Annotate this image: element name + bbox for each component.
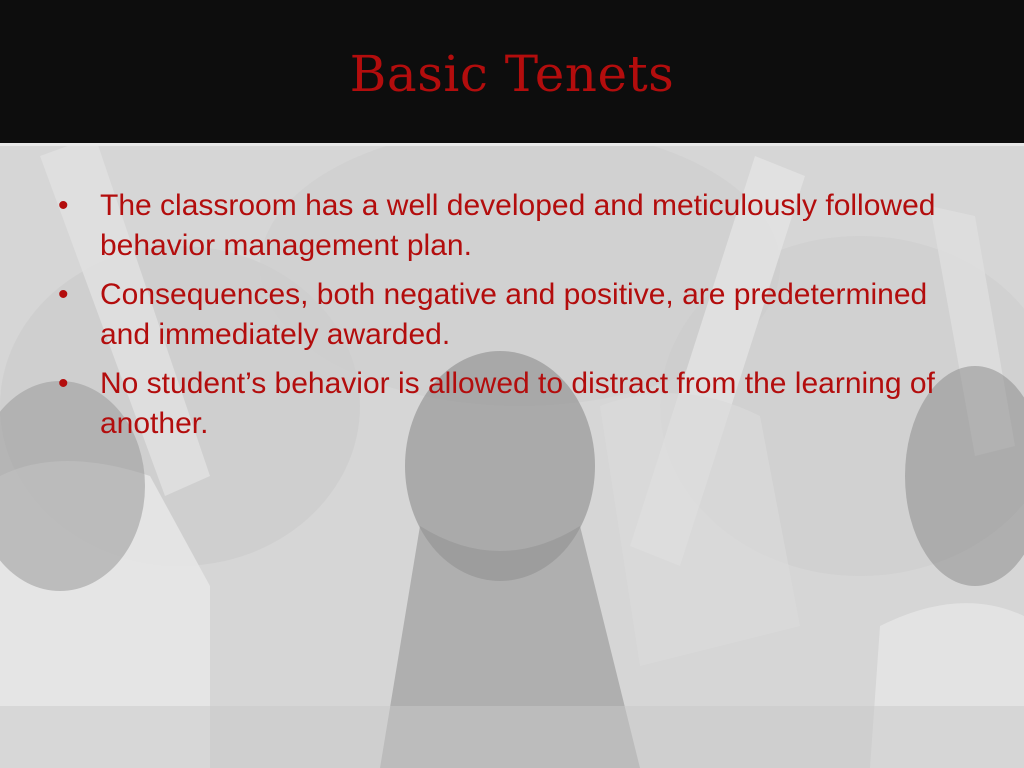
bullet-text: Consequences, both negative and positive, are predetermined and immediately awarded. [100, 278, 928, 351]
bullet-item [58, 186, 938, 266]
bullet-list [58, 186, 938, 444]
title-bar [0, 0, 1024, 143]
bullet-item [58, 275, 938, 355]
bullet-icon: • [58, 367, 69, 400]
bullet-item [58, 364, 938, 444]
slide-title: Basic Tenets [349, 44, 675, 103]
bullet-text: No student’s behavior is allowed to distract from the learning of another. [100, 367, 935, 440]
bullet-text: The classroom has a well developed and meticulously followed behavior management plan. [100, 189, 936, 262]
slide-content [58, 186, 938, 453]
title-divider [0, 143, 1024, 146]
bullet-icon: • [58, 189, 69, 222]
bullet-icon: • [58, 278, 69, 311]
